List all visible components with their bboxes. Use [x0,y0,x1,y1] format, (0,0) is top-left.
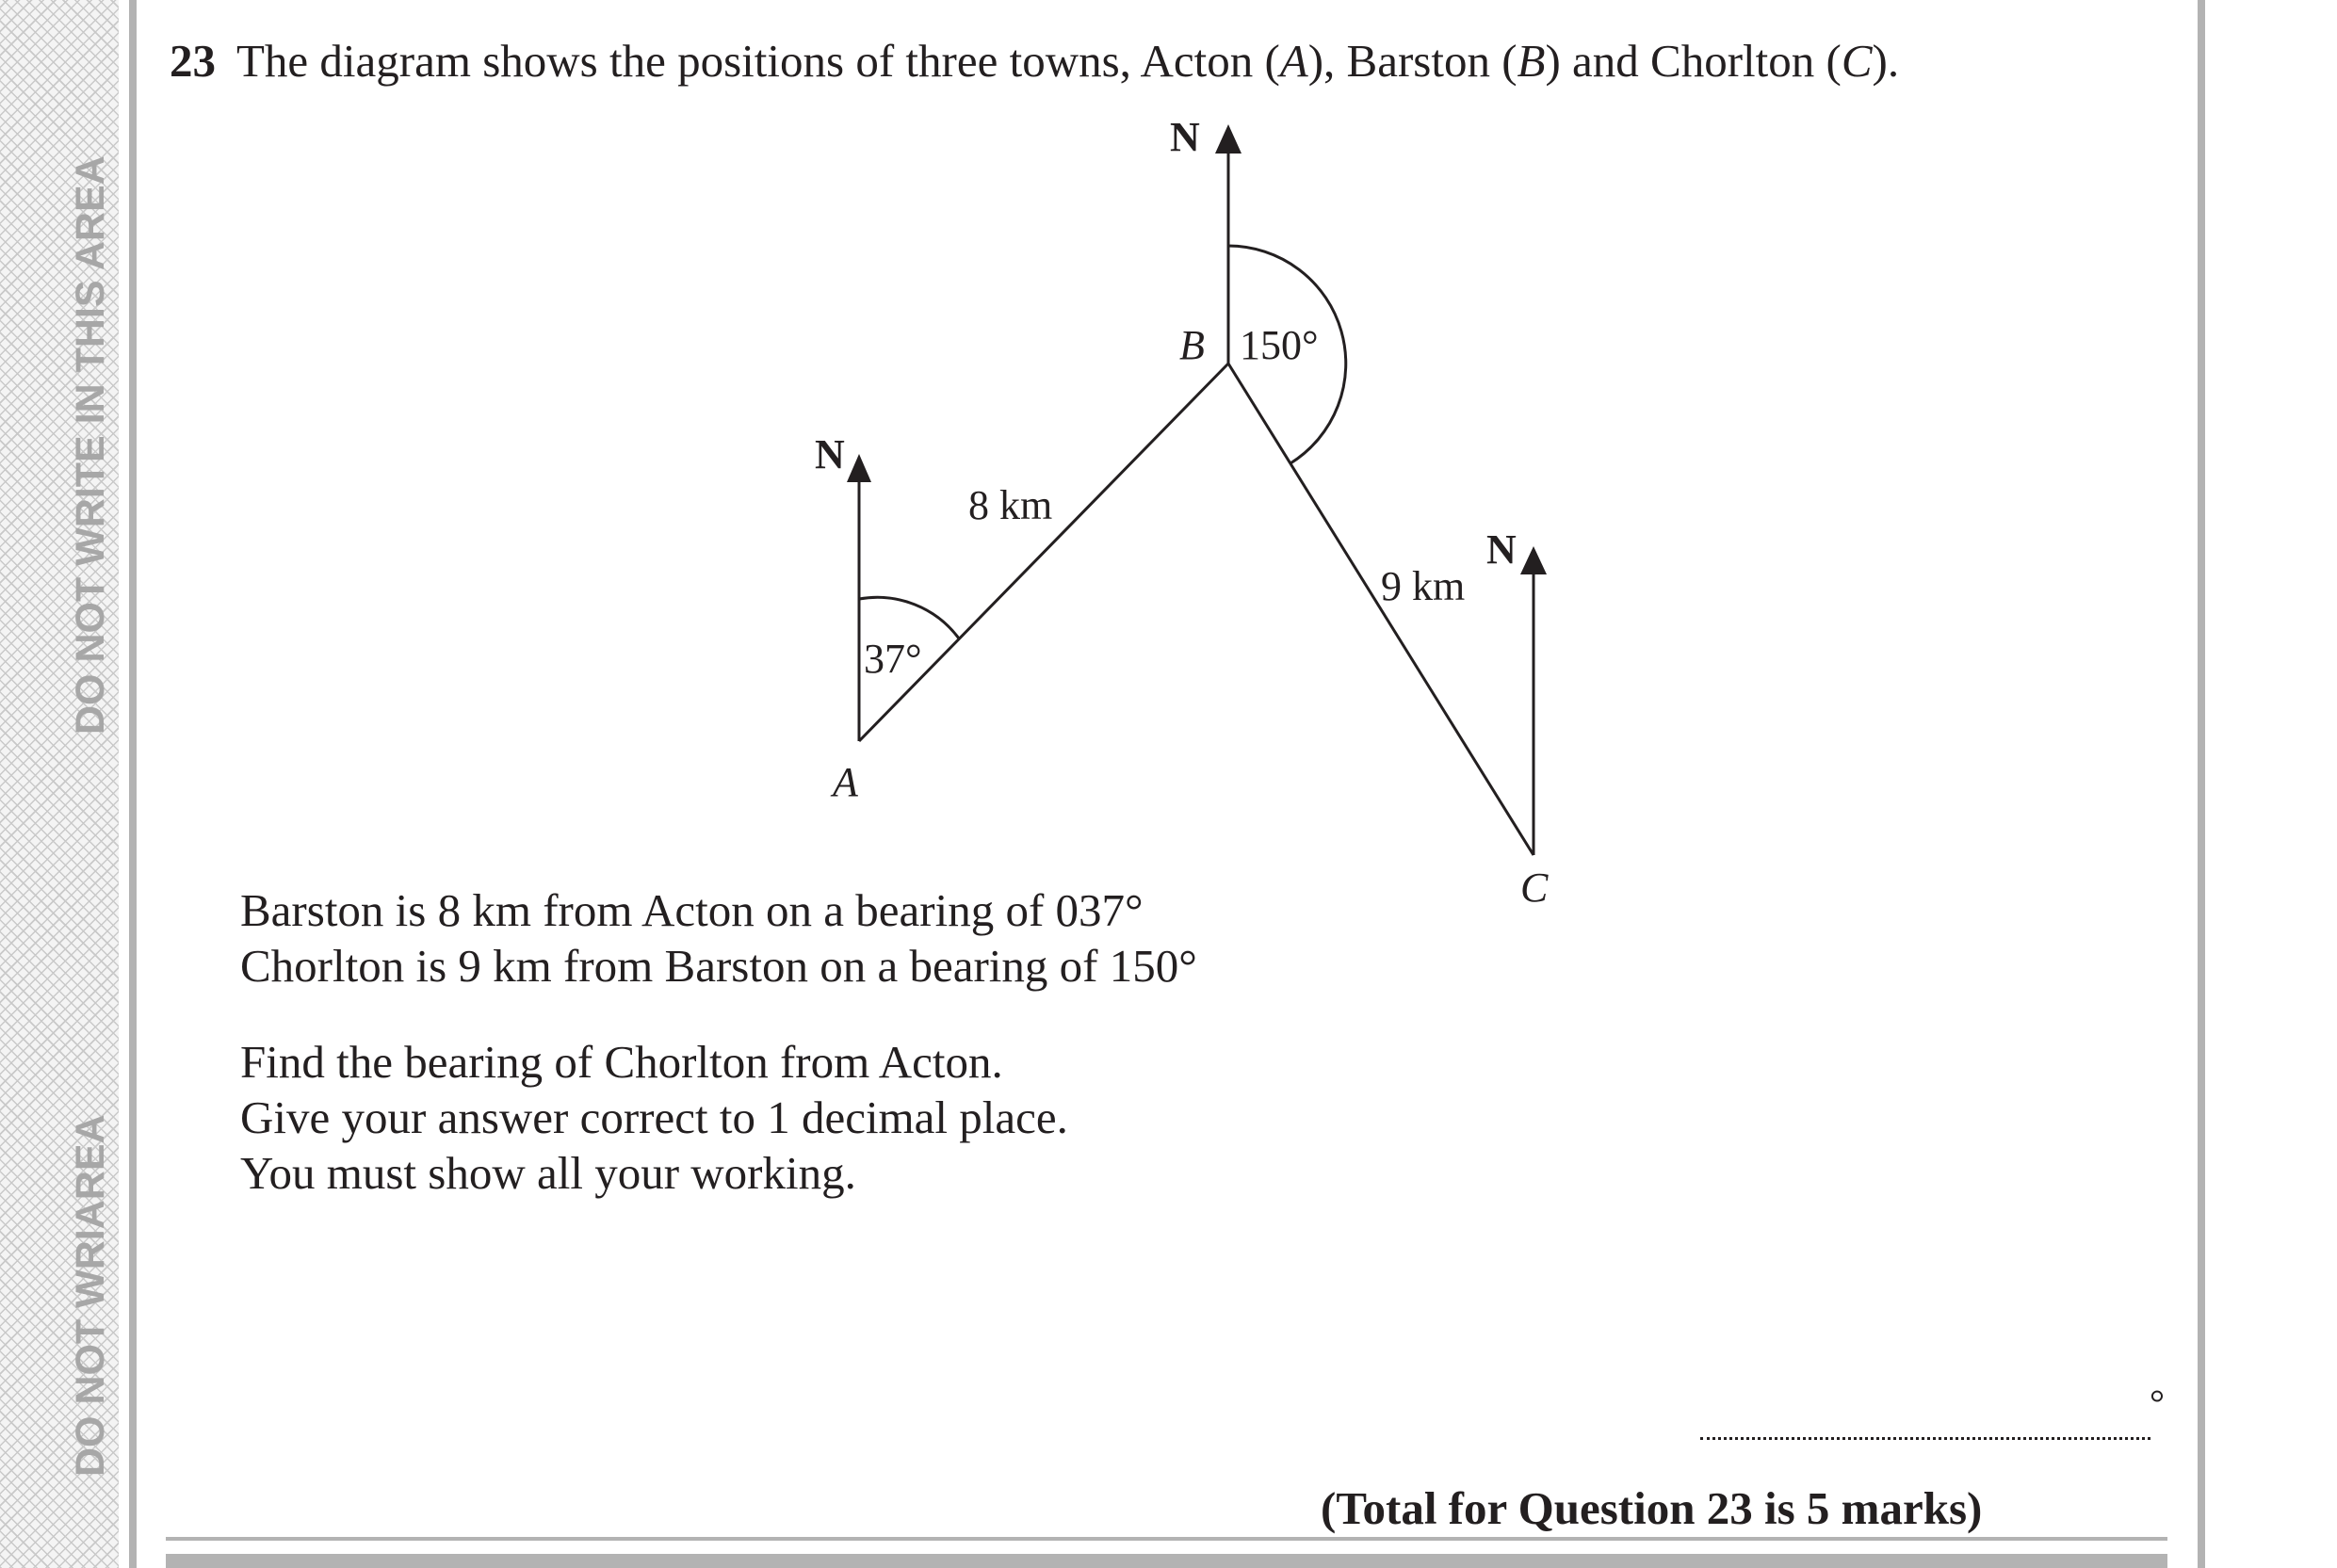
instruction-line: Find the bearing of Chorlton from Acton. [240,1036,1003,1088]
bottom-rule [166,1537,2167,1541]
distance-label-bc: 9 km [1381,563,1466,609]
segment-ab [859,364,1228,741]
chorlton-letter: C [1841,35,1873,87]
fact-line: Chorlton is 9 km from Barston on a bearing of 150° [240,940,1197,992]
question-number: 23 [170,35,216,87]
question-text: The diagram shows the positions of three towns, Acton ( [236,35,1280,87]
bottom-rule-thick [166,1554,2167,1568]
margin-warning-text: DO NOT WRITE IN THIS AREA [68,155,113,735]
instruction-line: You must show all your working. [240,1147,856,1199]
question-text-part: ). [1872,35,1900,87]
angle-arc-a [859,597,959,639]
total-marks: (Total for Question 23 is 5 marks) [1321,1482,1983,1534]
answer-degree-symbol: ° [2150,1382,2165,1424]
north-arrow-c-icon [1520,546,1547,574]
north-arrow-a-icon [847,454,871,482]
angle-label-b: 150° [1240,322,1319,368]
angle-label-a: 37° [864,636,922,682]
question-text-part: ) and Chorlton ( [1545,35,1842,87]
north-label-b: N [1170,114,1200,160]
acton-letter: A [1279,35,1308,87]
barston-letter: B [1517,35,1546,87]
distance-label-ab: 8 km [968,482,1053,528]
north-label-a: N [815,431,845,477]
instructions [240,1034,1068,1201]
answer-line[interactable] [1700,1437,2150,1440]
point-label-b: B [1179,322,1205,368]
segment-bc [1228,364,1534,855]
point-label-c: C [1520,865,1549,911]
instruction-line: Give your answer correct to 1 decimal place. [240,1091,1068,1143]
north-label-c: N [1486,526,1517,573]
north-arrow-b-icon [1215,124,1242,154]
margin-warning-text-lower: DO NOT WRIAREA [68,1114,113,1477]
given-information [240,882,1197,994]
fact-line: Barston is 8 km from Acton on a bearing of 037° [240,884,1144,936]
question-text-part: ), Barston ( [1307,35,1517,87]
point-label-a: A [833,759,858,805]
